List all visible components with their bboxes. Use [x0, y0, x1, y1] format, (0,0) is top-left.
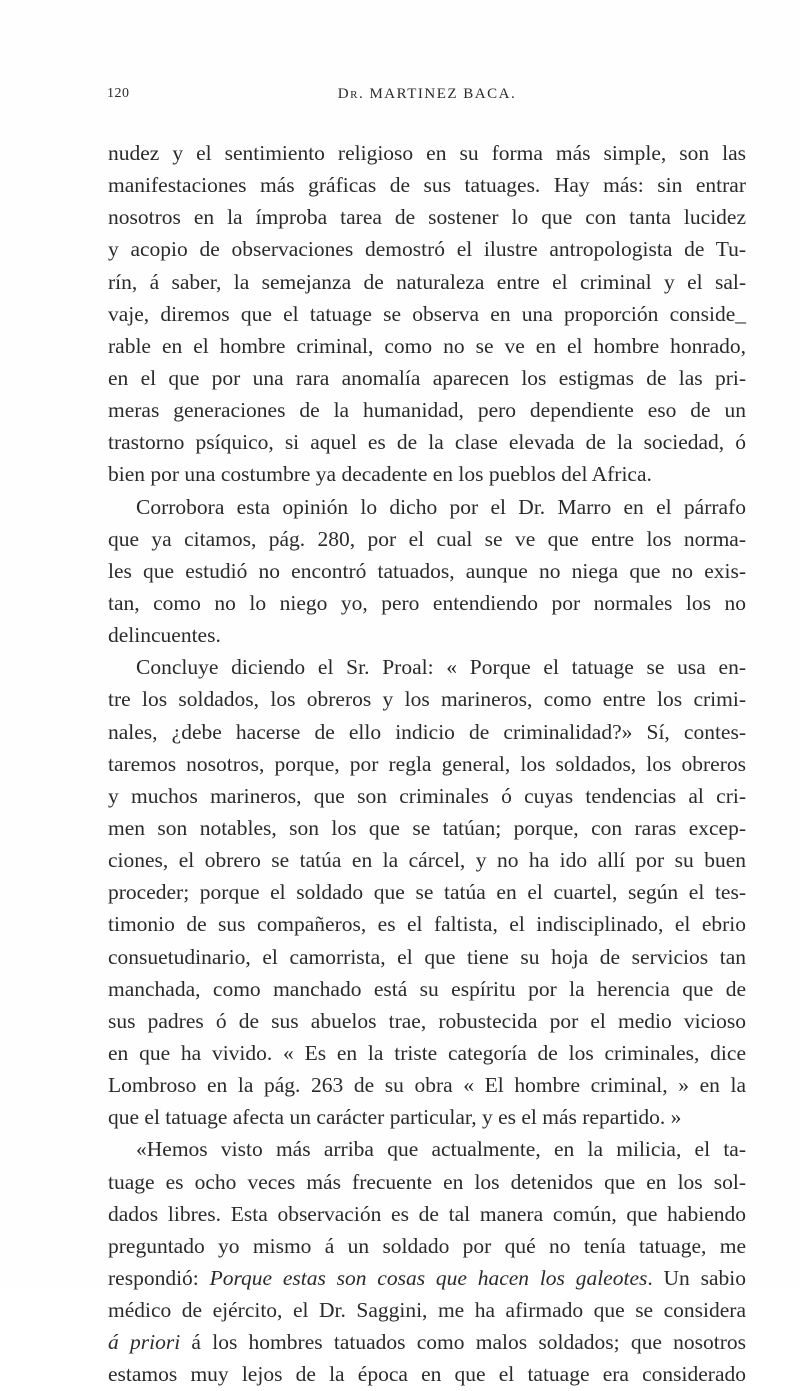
- text-line: consuetudinario, el camorrista, el que tiene su hoja de servicios tan: [108, 944, 746, 969]
- italic-phrase: Porque estas son cosas que hacen los galeotes: [209, 1265, 648, 1290]
- text-line: meras generaciones de la humanidad, pero dependiente eso de un: [108, 398, 746, 423]
- text-line: men son notables, son los que se tatúan; porque, con raras excep-: [108, 815, 746, 840]
- text-line: médico de ejército, el Dr. Saggini, me ha afirmado que se considera: [108, 1298, 746, 1323]
- text-line: preguntado yo mismo á un soldado por qué no tenía tatuage, me: [108, 1233, 746, 1258]
- text-line: taremos nosotros, porque, por regla general, los soldados, los obreros: [108, 751, 746, 776]
- text-line: tuage es ocho veces más frecuente en los detenidos que en los sol-: [108, 1169, 746, 1194]
- text-line: nudez y el sentimiento religioso en su forma más simple, son las: [108, 141, 746, 165]
- text-run: . Un sabio: [647, 1265, 746, 1290]
- text-line: que el tatuage afecta un carácter particular, y es el más repartido. »: [108, 1105, 682, 1130]
- text-line: [108, 1326, 746, 1358]
- text-line: estamos muy lejos de la época en que el tatuage era considerado: [108, 1362, 746, 1387]
- text-line: manchada, como manchado está su espíritu por la herencia que de: [108, 976, 746, 1001]
- text-line: Concluye diciendo el Sr. Proal: « Porque el tatuage se usa en-: [136, 655, 746, 680]
- text-line: tan, como no lo niego yo, pero entendiendo por normales los no: [108, 590, 746, 615]
- text-line: nales, ¿debe hacerse de ello indicio de criminalidad?» Sí, contes-: [108, 719, 746, 744]
- text-line: timonio de sus compañeros, es el faltista, el indisciplinado, el ebrio: [108, 912, 746, 937]
- text-line: les que estudió no encontró tatuados, aunque no niega que no exis-: [108, 558, 746, 583]
- text-line: vaje, diremos que el tatuage se observa en una proporción conside_: [108, 301, 746, 326]
- page-number: 120: [107, 86, 130, 101]
- italic-phrase: á priori: [108, 1330, 181, 1355]
- text-line: «Hemos visto más arriba que actualmente, en la milicia, el ta-: [136, 1137, 746, 1162]
- text-line: bien por una costumbre ya decadente en los pueblos del Africa.: [108, 462, 652, 487]
- text-line: manifestaciones más gráficas de sus tatuages. Hay más: sin entrar: [108, 173, 746, 198]
- text-line: sus padres ó de sus abuelos trae, robustecida por el medio vicioso: [108, 1008, 746, 1033]
- text-line: en el que por una rara anomalía aparecen los estigmas de las pri-: [108, 365, 746, 390]
- text-line: que ya citamos, pág. 280, por el cual se ve que entre los norma-: [108, 526, 746, 551]
- text-line: tre los soldados, los obreros y los marineros, como entre los crimi-: [108, 687, 746, 712]
- text-line: rable en el hombre criminal, como no se ve en el hombre honrado,: [108, 333, 746, 358]
- text-line: en que ha vivido. « Es en la triste categoría de los criminales, dice: [108, 1040, 746, 1065]
- running-head: Dr. MARTINEZ BACA.: [337, 86, 517, 102]
- text-line: ciones, el obrero se tatúa en la cárcel, y no ha ido allí por su buen: [108, 848, 746, 873]
- text-line: rín, á saber, la semejanza de naturaleza entre el criminal y el sal-: [108, 269, 746, 294]
- text-run: respondió:: [108, 1265, 210, 1290]
- page-header: [107, 86, 747, 110]
- text-run: á los hombres tatuados como malos soldados; que nosotros: [180, 1330, 746, 1355]
- text-line: y acopio de observaciones demostró el ilustre antropologista de Tu-: [108, 237, 746, 262]
- text-line: Lombroso en la pág. 263 de su obra « El hombre criminal, » en la: [108, 1073, 746, 1098]
- text-line: Corrobora esta opinión lo dicho por el Dr. Marro en el párrafo: [136, 494, 746, 519]
- text-line: dados libres. Esta observación es de tal manera común, que habiendo: [108, 1201, 746, 1226]
- text-line: [108, 1262, 746, 1294]
- text-line: delincuentes.: [108, 623, 221, 648]
- text-line: proceder; porque el soldado que se tatúa en el cuartel, según el tes-: [108, 880, 746, 905]
- text-line: nosotros en la ímproba tarea de sostener lo que con tanta lucidez: [108, 205, 746, 230]
- text-line: y muchos marineros, que son criminales ó cuyas tendencias al cri-: [108, 783, 746, 808]
- body-text: [108, 137, 746, 1390]
- text-line: trastorno psíquico, si aquel es de la clase elevada de la sociedad, ó: [108, 430, 746, 455]
